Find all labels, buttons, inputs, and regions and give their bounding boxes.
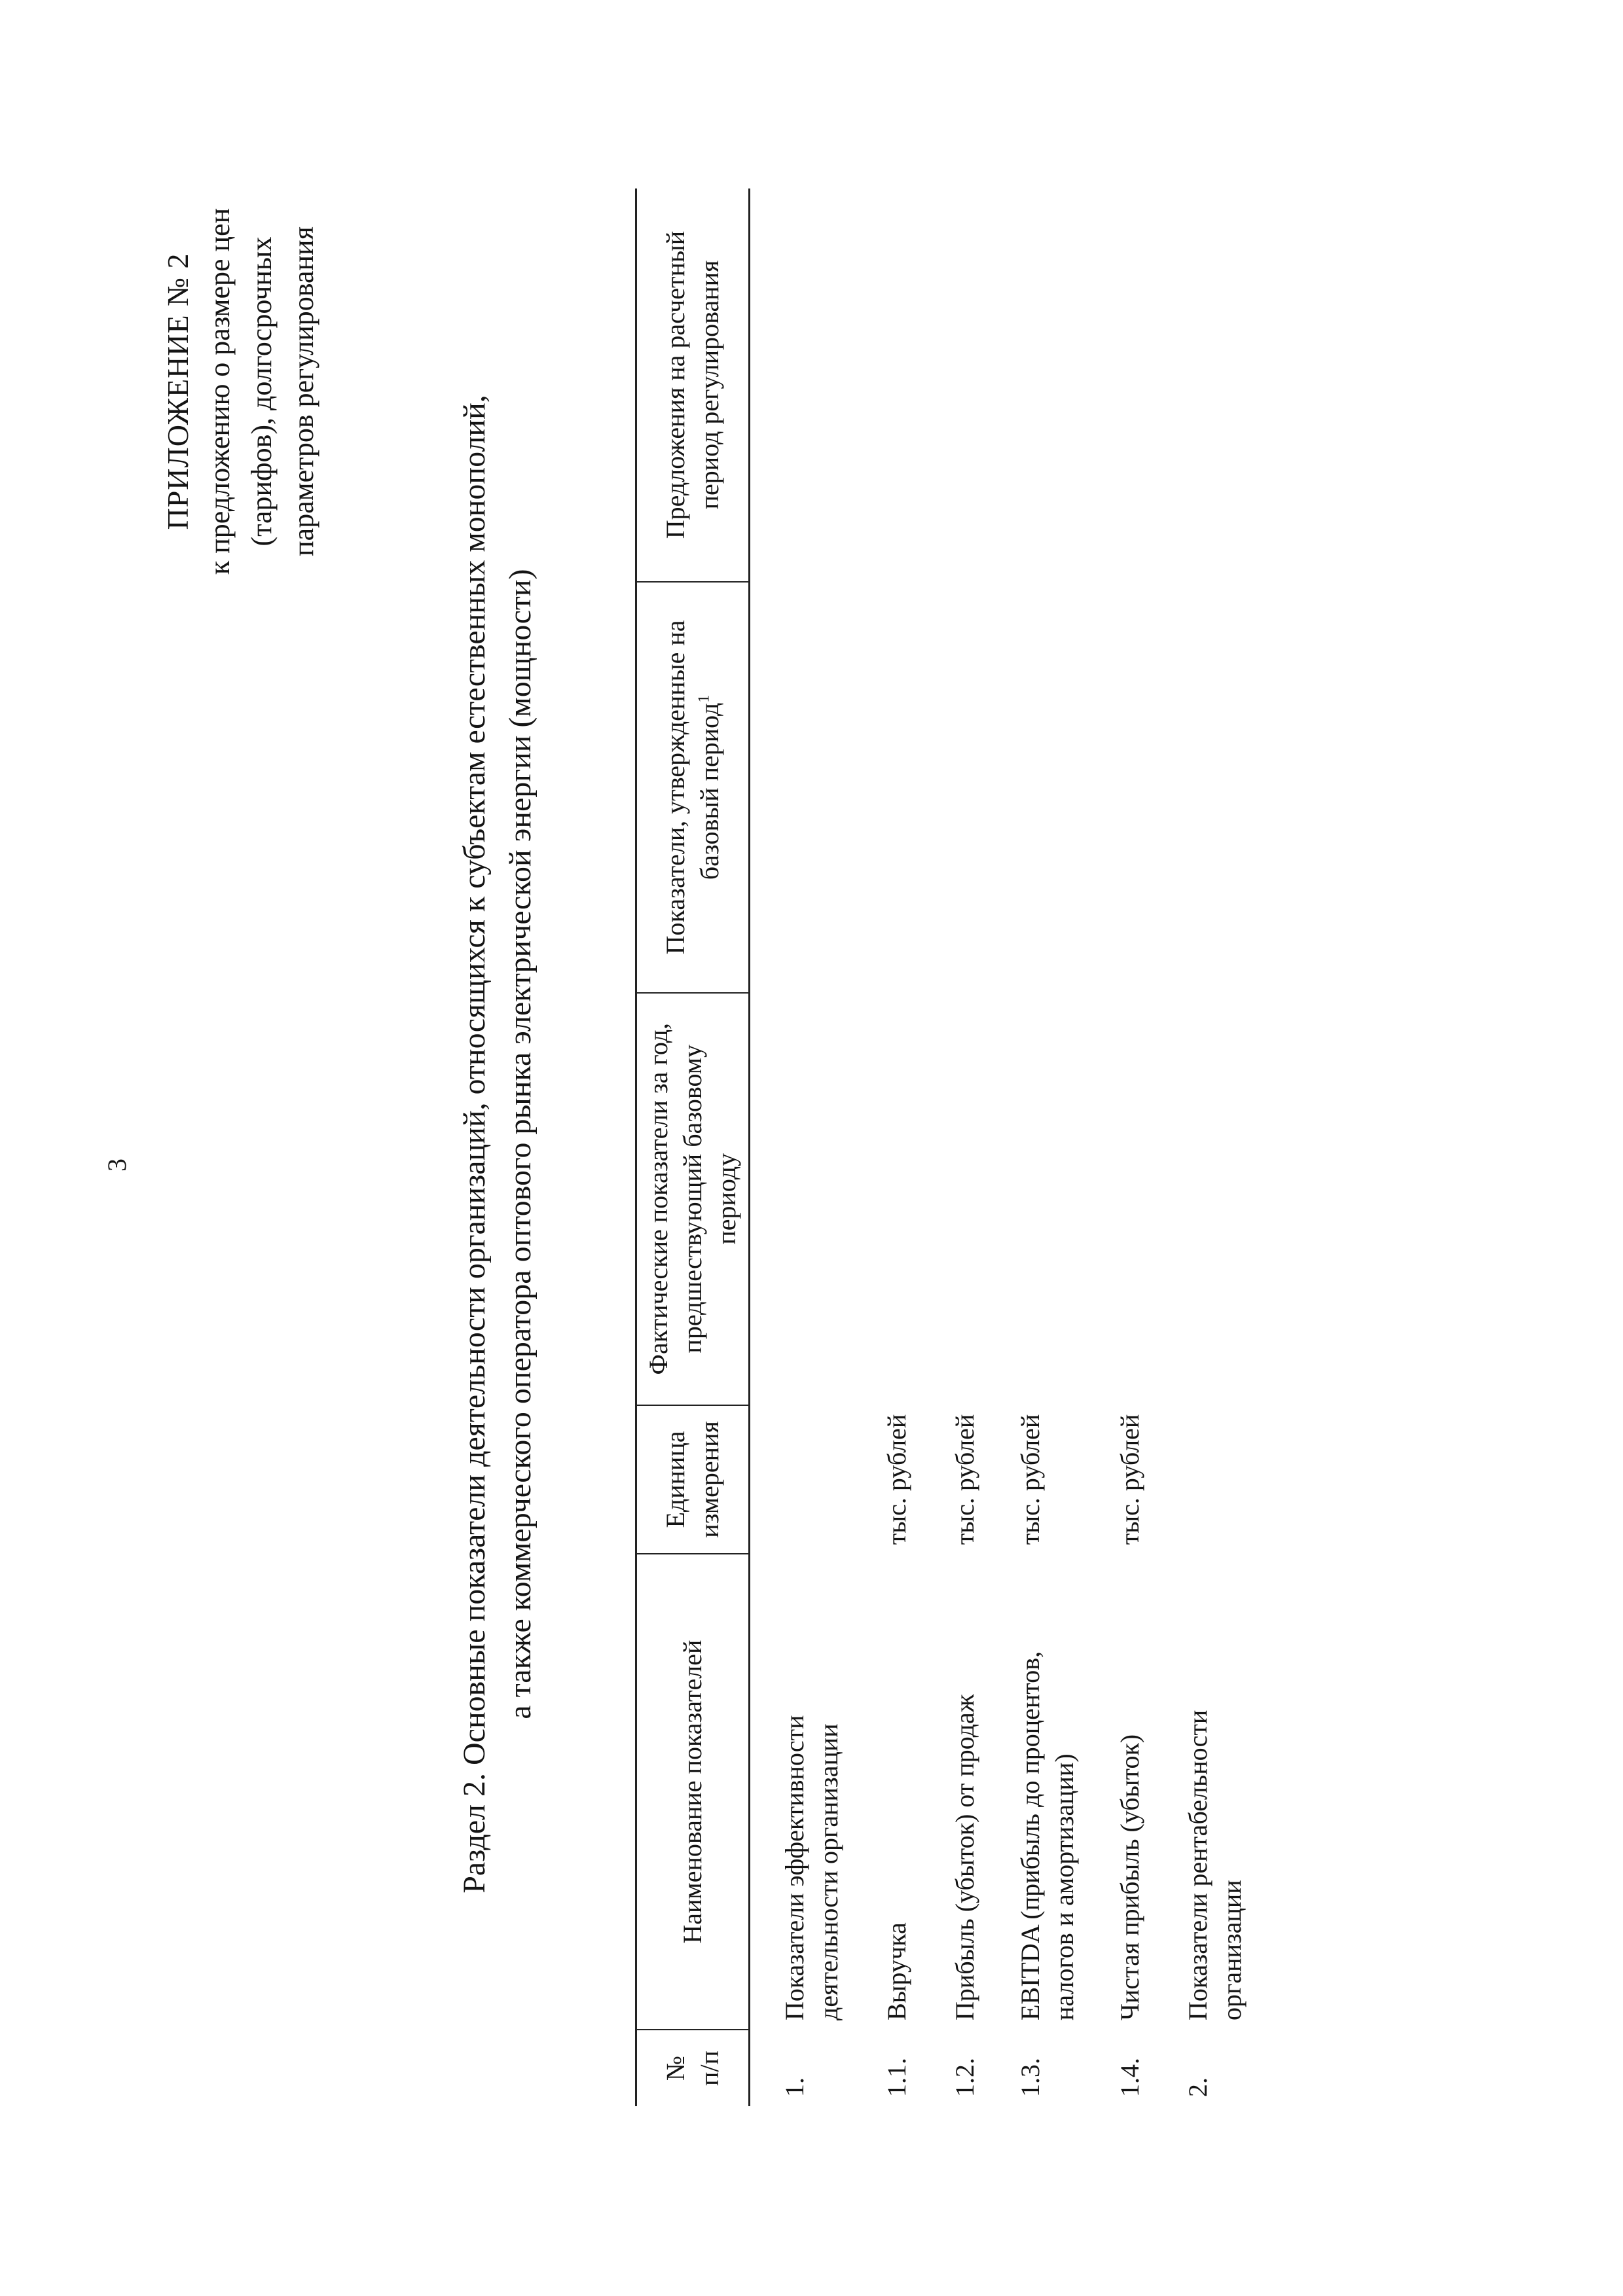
- row-proposal: [846, 188, 914, 582]
- row-name: Выручка: [882, 1922, 911, 2021]
- row-proposal: [1082, 188, 1147, 582]
- row-num: 1.3.: [1015, 2058, 1045, 2097]
- row-fact: [750, 993, 847, 1405]
- row-fact: [982, 993, 1082, 1405]
- row-approved: [914, 582, 982, 993]
- row-fact: [914, 993, 982, 1405]
- table-row: [750, 188, 847, 2106]
- table-row: [1147, 188, 1249, 2106]
- row-unit: [750, 1405, 847, 1554]
- row-unit: тыс. рублей: [950, 1414, 979, 1545]
- row-approved: [1147, 582, 1249, 993]
- row-unit: [1147, 1405, 1249, 1554]
- table-row: [1082, 188, 1147, 2106]
- appendix-line-3: параметров регулирования: [287, 226, 319, 556]
- row-num: 1.2.: [950, 2058, 979, 2097]
- section-title-line-2: а также коммерческого оператора оптового рынка электрической энергии (мощности): [503, 569, 538, 1719]
- appendix-header: [157, 97, 325, 686]
- header-approved: [636, 582, 750, 993]
- row-proposal: [914, 188, 982, 582]
- header-proposal: Предложения на расчетный период регулирования: [636, 188, 750, 582]
- page-number: 3: [102, 1158, 132, 1172]
- row-name: Прибыль (убыток) от продаж: [950, 1694, 979, 2021]
- row-num: 2.: [1183, 2077, 1213, 2097]
- table-row: [846, 188, 914, 2106]
- row-name: Показатели эффективности деятельности организации: [780, 1715, 843, 2021]
- row-unit: тыс. рублей: [1115, 1414, 1144, 1545]
- row-name: Чистая прибыль (убыток): [1115, 1734, 1144, 2021]
- row-fact: [846, 993, 914, 1405]
- row-name: Показатели рентабельности организации: [1183, 1710, 1247, 2021]
- row-approved: [982, 582, 1082, 993]
- header-name: Наименование показателей: [636, 1554, 750, 2030]
- section-title: [452, 202, 543, 2087]
- row-proposal: [982, 188, 1082, 582]
- row-num: 1.1.: [882, 2058, 911, 2097]
- row-name: EBITDA (прибыль до процентов, налогов и амортизации): [1015, 1651, 1079, 2021]
- header-unit: Единица измерения: [636, 1405, 750, 1554]
- row-approved: [846, 582, 914, 993]
- header-approved-text: Показатели, утвержденные на базовый период: [661, 620, 724, 955]
- table-row: [982, 188, 1082, 2106]
- table-row: [914, 188, 982, 2106]
- footnote-marker: 1: [695, 694, 713, 703]
- row-proposal: [750, 188, 847, 582]
- section-title-line-1: Раздел 2. Основные показатели деятельности организаций, относящихся к субъектам естественных монополий,: [457, 395, 492, 1893]
- row-proposal: [1147, 188, 1249, 582]
- appendix-line-1: к предложению о размере цен: [204, 207, 236, 575]
- table-header-row: [636, 188, 750, 2106]
- row-num: 1.: [780, 2077, 809, 2097]
- header-fact: Фактические показатели за год, предшествующий базовому периоду: [636, 993, 750, 1405]
- appendix-line-2: (тарифов), долгосрочных: [246, 236, 278, 547]
- row-approved: [1082, 582, 1147, 993]
- row-approved: [750, 582, 847, 993]
- row-unit: тыс. рублей: [1015, 1414, 1045, 1545]
- row-unit: тыс. рублей: [882, 1414, 911, 1545]
- row-fact: [1147, 993, 1249, 1405]
- row-fact: [1082, 993, 1147, 1405]
- appendix-title: ПРИЛОЖЕНИЕ № 2: [161, 253, 194, 530]
- header-num: № п/п: [636, 2030, 750, 2106]
- indicators-table: [635, 188, 1249, 2106]
- row-num: 1.4.: [1115, 2058, 1144, 2097]
